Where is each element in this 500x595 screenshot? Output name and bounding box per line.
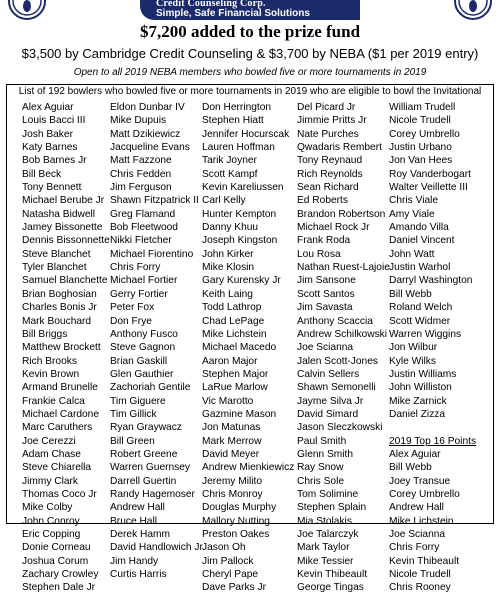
list-item: Bill Beck [22,168,62,180]
list-item: Natasha Bidwell [22,208,96,220]
list-item: Michael Rock Jr [297,222,370,234]
list-item: Matthew Brockett [22,342,101,354]
list-item: Stephen Major [202,368,269,380]
eligibility-note: Open to all 2019 NEBA members who bowled five or more tournaments in 2019 [73,67,427,78]
list-item: Donie Corneau [22,542,91,554]
list-item: Greg Flamand [110,208,176,220]
top16-item: Nicole Trudell [389,569,451,581]
bowler-column-4 [297,101,397,595]
list-item: Michael Fortier [110,275,178,287]
list-item: Michael Macedo [202,342,277,354]
list-item: Josh Baker [22,128,73,140]
list-item: Anthony Fusco [110,328,178,340]
list-item: Jim Pallock [202,555,254,567]
top16-item: Chris Forry [389,542,440,554]
logo-left [8,0,46,20]
list-item: Mark Merrow [202,435,262,447]
list-item: Kevin Kareliussen [202,182,284,194]
list-item: Bill Green [110,435,155,447]
list-item: Michael Berube Jr [22,195,105,207]
list-item: Tyler Blanchet [22,262,87,274]
list-item: Jon Wilbur [389,342,438,354]
list-item: Peter Fox [110,302,155,314]
list-item: Chris Fedden [110,168,172,180]
list-item: Tim Giguere [110,395,166,407]
logo-right [454,0,492,20]
list-item: Amy Viale [389,208,435,220]
list-item: William Trudell [389,102,456,113]
list-item: Glen Gauthier [110,368,174,380]
list-item: Joe Scianna [297,342,354,354]
list-item: Rich Reynolds [297,168,363,180]
list-item: Andrew Mienkiewicz [202,462,295,474]
sponsor-banner [140,0,360,20]
list-item: Jim Savasta [297,302,353,314]
list-item: Randy Hagemoser [110,488,195,500]
list-item: David Meyer [202,448,260,460]
list-item: Mark Taylor [297,542,350,554]
list-item: Darrell Guertin [110,475,177,487]
list-item: Dave Parks Jr [202,582,266,594]
list-item: Douglas Murphy [202,502,277,514]
top16-item: Mike Lichstein [389,515,454,527]
top16-item: Corey Umbrello [389,488,460,500]
list-item: Stephen Hiatt [202,115,264,127]
list-item: Chad LePage [202,315,265,327]
list-item: Scott Santos [297,288,355,300]
list-item: Kevin Thibeault [297,569,368,581]
list-item: Carl Kelly [202,195,246,207]
list-item: Katy Barnes [22,142,78,154]
list-item: Justin Williams [389,368,457,380]
list-item: Darryl Washington [389,275,473,287]
list-item: Tim Gillick [110,408,157,420]
list-item: Jalen Scott-Jones [297,355,378,367]
list-item: David Handlowich Jr [110,542,203,554]
list-item: Jamey Bissonette [22,222,103,234]
list-item: Mike Colby [22,502,73,514]
list-item: John Conroy [22,515,80,527]
list-item: Nikki Fletcher [110,235,172,247]
bowler-column-5 [389,101,489,595]
list-item: Daniel Vincent [389,235,455,247]
bowler-column-2 [110,101,210,581]
list-item: Vic Marotto [202,395,254,407]
list-item: Thomas Coco Jr [22,488,97,500]
list-item: John Watt [389,248,435,260]
list-item: Tony Bennett [22,182,82,194]
list-item: Mallory Nutting [202,515,270,527]
list-item: Anthony Scaccia [297,315,373,327]
list-item: Calvin Sellers [297,368,360,380]
list-item: Andrew Schilkowski [297,328,388,340]
list-item: George Tingas [297,582,364,594]
list-item: Robert Greene [110,448,178,460]
list-item: Scott Widmer [389,315,451,327]
list-item: Bruce Hall [110,515,157,527]
list-item: Qwadaris Rembert [297,142,382,154]
list-item: Eldon Dunbar IV [110,102,185,113]
list-item: Brandon Robertson [297,208,386,220]
list-item: Michael Cardone [22,408,100,420]
list-item: Roland Welch [389,302,453,314]
list-item: Brian Gaskill [110,355,168,367]
list-item: LaRue Marlow [202,382,268,394]
list-item: Jim Ferguson [110,182,172,194]
list-item: Daniel Zizza [389,408,446,420]
top16-item: Andrew Hall [389,502,444,514]
list-item: Ryan Graywacz [110,422,182,434]
list-item: Nate Purches [297,128,359,140]
list-item: Michael Fiorentino [110,248,194,260]
list-item: Ray Snow [297,462,344,474]
list-item: Mark Bouchard [22,315,92,327]
list-item: Gazmine Mason [202,408,277,420]
list-item: Matt Fazzone [110,155,172,167]
list-item: Stephen Dale Jr [22,582,96,594]
list-item: Steve Chiarella [22,462,92,474]
list-item: Don Frye [110,315,152,327]
list-item: Jon Van Hees [389,155,453,167]
list-item: Kyle Wilks [389,355,436,367]
list-item: Amando Villa [389,222,449,234]
list-item: Mike Lichstein [202,328,267,340]
list-item: Mike Dupuis [110,115,167,127]
list-item: Derek Hamm [110,529,171,540]
bowling-pin-emblem-icon [10,0,44,18]
eligible-bowlers-list [6,84,494,594]
list-item: Chris Forry [110,262,161,274]
list-item: Walter Veillette III [389,182,468,194]
list-item: Glenn Smith [297,448,354,460]
list-item: Matt Dzikiewicz [110,128,181,140]
list-item: Jayme Silva Jr [297,395,364,407]
list-item: Tom Solimine [297,488,359,500]
list-item: Frankie Calca [22,395,85,407]
list-item: Bob Fleetwood [110,222,178,234]
list-item: Aaron Major [202,355,258,367]
list-item: Adam Chase [22,448,81,460]
bowling-pin-emblem-icon [456,0,490,18]
list-title: List of 192 bowlers who bowled five or more tournaments in 2019 who are eligible to bowl the Invitational [18,86,482,97]
list-item: Preston Oakes [202,529,270,540]
list-item: Mike Zarnick [389,395,447,407]
list-item: Tarik Joyner [202,155,257,167]
list-item: Zachoriah Gentile [110,382,191,394]
list-item: Armand Brunelle [22,382,98,394]
top16-item: Chris Rooney [389,582,451,594]
list-item: Jim Handy [110,555,159,567]
list-item: Mia Stolakis [297,515,352,527]
list-item: Jim Sansone [297,275,356,287]
list-item: Hunter Kempton [202,208,277,220]
list-item: Jason Sleczkowski [297,422,383,434]
list-item: Dennis Bissonnette [22,235,110,247]
top16-item: Bill Webb [389,462,432,474]
top16-heading: 2019 Top 16 Points [389,435,477,447]
list-item: Paul Smith [297,435,347,447]
list-item: Jimmie Pritts Jr [297,115,367,127]
list-item: Warren Wiggins [389,328,462,340]
list-item: Rich Brooks [22,355,77,367]
list-item: Gerry Fortier [110,288,168,300]
list-item: Ed Roberts [297,195,348,207]
spacer [389,421,489,434]
list-item: Charles Bonis Jr [22,302,97,314]
list-item: Steve Gagnon [110,342,176,354]
list-item: Andrew Hall [110,502,165,514]
list-item: Samuel Blanchette [22,275,108,287]
list-item: Chris Sole [297,475,344,487]
list-item: Todd Lathrop [202,302,262,314]
bowler-column-1 [22,101,117,595]
list-item: Joe Talarczyk [297,529,359,540]
list-item: Scott Kampf [202,168,258,180]
prize-fund-headline: $7,200 added to the prize fund [139,22,361,41]
list-item: Frank Roda [297,235,351,247]
list-item: Danny Khuu [202,222,259,234]
top16-item: Alex Aguiar [389,448,441,460]
list-item: Shawn Semonelli [297,382,376,394]
list-item: Keith Laing [202,288,253,300]
list-item: Stephen Splain [297,502,367,514]
list-item: Joe Cerezzi [22,435,76,447]
top16-item: Kevin Thibeault [389,555,460,567]
list-item: Joseph Kingston [202,235,278,247]
list-item: David Simard [297,408,359,420]
list-item: Steve Blanchet [22,248,91,260]
list-item: Tony Reynaud [297,155,363,167]
list-item: Roy Vanderbogart [389,168,471,180]
list-item: Sean Richard [297,182,359,194]
list-item: Justin Urbano [389,142,452,154]
list-item: Brian Boghosian [22,288,97,300]
company-name: Credit Counseling Corp. [156,0,266,9]
list-item: John Kirker [202,248,254,260]
list-item: Mike Klosin [202,262,255,274]
list-item: Mike Tessier [297,555,354,567]
list-item: Bill Webb [389,288,432,300]
list-item: Cheryl Pape [202,569,259,581]
list-item: Jacqueline Evans [110,142,190,154]
list-item: Kevin Brown [22,368,80,380]
list-item: Curtis Harris [110,569,167,581]
list-item: Chris Monroy [202,488,263,500]
list-item: Chris Viale [389,195,439,207]
top16-item: Joey Transue [389,475,451,487]
list-item: Corey Umbrello [389,128,460,140]
bowler-column-3 [202,101,302,595]
list-item: Shawn Fitzpatrick II [110,195,199,207]
list-item: Jeremy Milito [202,475,263,487]
list-item: Eric Copping [22,529,81,540]
list-item: John Williston [389,382,452,394]
sponsor-subline: $3,500 by Cambridge Credit Counseling & $3,700 by NEBA ($1 per 2019 entry) [21,46,479,61]
company-tagline: Simple, Safe Financial Solutions [156,8,310,19]
list-item: Zachary Crowley [22,569,99,581]
list-item: Marc Caruthers [22,422,93,434]
list-item: Alex Aguiar [22,102,74,113]
list-item: Joshua Corum [22,555,89,567]
list-item: Don Herrington [202,102,272,113]
top16-item: Joe Scianna [389,529,446,540]
list-item: Warren Guernsey [110,462,191,474]
list-item: Lou Rosa [297,248,341,260]
list-item: Nicole Trudell [389,115,451,127]
list-item: Jon Matunas [202,422,261,434]
list-item: Bob Barnes Jr [22,155,87,167]
list-item: Bill Briggs [22,328,68,340]
list-item: Jason Oh [202,542,246,554]
list-item: Justin Warhol [389,262,451,274]
list-item: Louis Bacci III [22,115,86,127]
list-item: Jimmy Clark [22,475,79,487]
list-item: Gary Kurensky Jr [202,275,281,287]
list-item: Nathan Ruest-Lajoie [297,262,390,274]
list-item: Lauren Hoffman [202,142,275,154]
list-item: Del Picard Jr [297,102,356,113]
list-item: Jennifer Hocurscak [202,128,290,140]
